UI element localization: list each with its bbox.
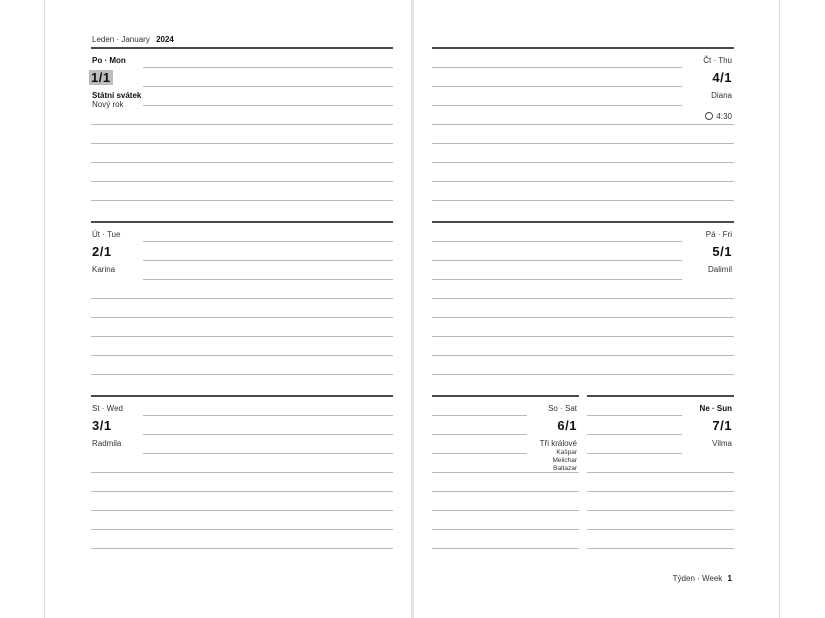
- writing-line: [432, 472, 579, 473]
- writing-line: [91, 355, 393, 356]
- wednesday-name: Radmila: [92, 439, 122, 448]
- writing-line: [91, 510, 393, 511]
- writing-line: [432, 317, 734, 318]
- writing-line: [143, 86, 393, 87]
- writing-line: [432, 279, 682, 280]
- sunday-divider: [587, 395, 734, 397]
- sunday-date: 7/1: [712, 418, 732, 433]
- moon-phase-icon: [705, 112, 713, 120]
- writing-line: [432, 241, 682, 242]
- writing-line: [432, 415, 527, 416]
- saturday-name-2: Melichar: [552, 457, 577, 464]
- week-footer: [673, 574, 732, 584]
- writing-line: [432, 355, 734, 356]
- thursday-day-name: Čt · Thu: [703, 56, 732, 65]
- writing-line: [432, 86, 682, 87]
- writing-line: [91, 548, 393, 549]
- writing-line: [91, 162, 393, 163]
- saturday-name-3: Baltazar: [553, 465, 577, 472]
- friday-day-name: Pá · Fri: [705, 230, 732, 239]
- writing-line: [91, 181, 393, 182]
- writing-line: [143, 415, 393, 416]
- thursday-date: 4/1: [712, 70, 732, 85]
- moon-time: 4:30: [716, 112, 732, 121]
- friday-name: Dalimil: [708, 265, 732, 274]
- saturday-holiday: Tři králové: [539, 439, 577, 448]
- saturday-day-name: So · Sat: [548, 404, 577, 413]
- writing-line: [587, 548, 734, 549]
- saturday-name-1: Kašpar: [556, 449, 577, 456]
- writing-line: [91, 124, 393, 125]
- left-section-divider: [91, 221, 393, 223]
- writing-line: [432, 162, 734, 163]
- writing-line: [587, 415, 682, 416]
- tuesday-date: 2/1: [92, 244, 112, 259]
- sunday-day-name: Ne · Sun: [699, 404, 732, 413]
- writing-line: [143, 241, 393, 242]
- saturday-divider: [432, 395, 579, 397]
- writing-line: [432, 124, 734, 125]
- right-section-divider: [432, 47, 734, 49]
- writing-line: [432, 529, 579, 530]
- year-label: 2024: [156, 35, 174, 44]
- monday-name: Nový rok: [92, 100, 124, 109]
- monday-date: [89, 70, 113, 85]
- writing-line: [587, 434, 682, 435]
- writing-line: [432, 548, 579, 549]
- writing-line: [587, 491, 734, 492]
- writing-line: [432, 143, 734, 144]
- tuesday-name: Karina: [92, 265, 116, 274]
- thursday-name: Diana: [711, 91, 732, 100]
- writing-line: [91, 472, 393, 473]
- writing-line: [432, 336, 734, 337]
- monday-holiday: Státní svátek: [92, 91, 142, 100]
- writing-line: [143, 434, 393, 435]
- writing-line: [432, 260, 682, 261]
- book-spine: [411, 0, 414, 618]
- writing-line: [91, 200, 393, 201]
- writing-line: [587, 453, 682, 454]
- writing-line: [432, 105, 682, 106]
- writing-line: [432, 453, 527, 454]
- left-section-divider: [91, 395, 393, 397]
- wednesday-day-name: St · Wed: [92, 404, 123, 413]
- writing-line: [432, 298, 734, 299]
- week-number: 1: [727, 574, 732, 583]
- writing-line: [143, 260, 393, 261]
- writing-line: [432, 434, 527, 435]
- thursday-moon-phase: [705, 112, 732, 122]
- writing-line: [587, 510, 734, 511]
- writing-line: [91, 529, 393, 530]
- month-header: [92, 35, 174, 45]
- sunday-name: Vilma: [712, 439, 732, 448]
- writing-line: [143, 67, 393, 68]
- monday-date-text: 1/1: [91, 70, 111, 85]
- writing-line: [91, 298, 393, 299]
- writing-line: [91, 491, 393, 492]
- writing-line: [91, 317, 393, 318]
- right-section-divider: [432, 221, 734, 223]
- friday-date: 5/1: [712, 244, 732, 259]
- month-label: Leden · January: [92, 35, 150, 44]
- writing-line: [432, 491, 579, 492]
- writing-line: [432, 67, 682, 68]
- writing-line: [432, 374, 734, 375]
- wednesday-date: 3/1: [92, 418, 112, 433]
- writing-line: [91, 143, 393, 144]
- writing-line: [432, 181, 734, 182]
- monday-day-name: Po · Mon: [92, 56, 126, 65]
- left-section-divider: [91, 47, 393, 49]
- week-label: Týden · Week: [672, 574, 723, 583]
- writing-line: [91, 374, 393, 375]
- writing-line: [91, 336, 393, 337]
- writing-line: [143, 453, 393, 454]
- writing-line: [587, 529, 734, 530]
- writing-line: [143, 105, 393, 106]
- saturday-date: 6/1: [557, 418, 577, 433]
- tuesday-day-name: Út · Tue: [92, 230, 121, 239]
- writing-line: [432, 200, 734, 201]
- writing-line: [432, 510, 579, 511]
- writing-line: [143, 279, 393, 280]
- writing-line: [587, 472, 734, 473]
